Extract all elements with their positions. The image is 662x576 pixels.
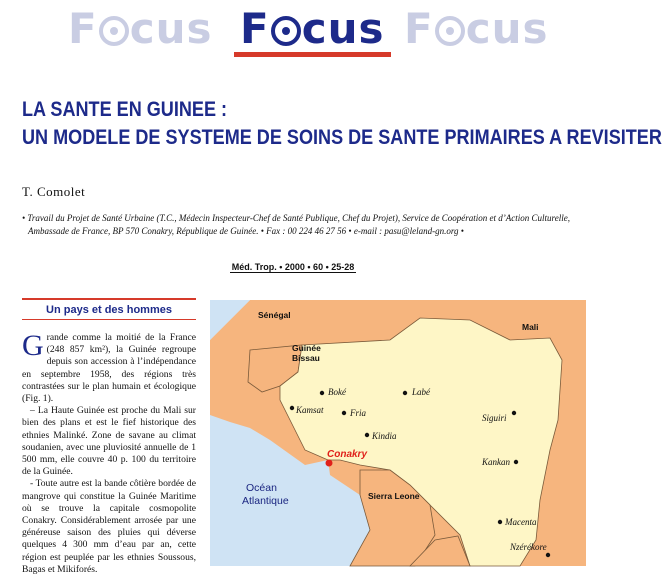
paragraph-3: - Toute autre est la bande côtière bordée de mangrove qui constitue la Guinée Maritime où se trouve la capitale cosmopolite Conakry. Considérablement arrosée par une généreuse saison des pluies qui déverse quelques 4 300 mm d’eau par an, cette région est peuplée par les ethnies Soussous, Bagas et Mikiforés.: [22, 478, 196, 575]
label-kamsar: Kamsat: [296, 405, 324, 415]
label-ocean-2: Atlantique: [242, 495, 289, 507]
citation: [0, 262, 586, 272]
dropcap: G: [22, 329, 44, 362]
label-guinee-bissau-1: Guinée: [292, 343, 321, 353]
paragraph-2: – La Haute Guinée est proche du Mali sur bien des plans et est le fief historique des ethnies Malinké. Zone de savane au climat soudanien, avec une pluviosité annuelle de 1 500 mm, elle couvre 40 p. 100 du territoire de la Guinée.: [22, 405, 196, 478]
label-labe: Labé: [412, 387, 430, 397]
city-dot-siguiri: [512, 411, 516, 415]
focus-logo-right: [404, 6, 549, 52]
label-sierra-leone: Sierra Leone: [368, 491, 420, 501]
guinea-map: [210, 300, 586, 566]
paragraph-1: [22, 329, 196, 405]
article-title-line1: LA SANTE EN GUINEE :: [22, 98, 228, 121]
city-dot-kankan: [514, 460, 518, 464]
author-affiliation: [22, 212, 582, 238]
label-guinee-bissau-2: Bissau: [292, 353, 320, 363]
focus-logo-center-text: F cus: [240, 4, 385, 53]
focus-ring-icon: [271, 16, 301, 46]
focus-logo-left: [68, 6, 213, 52]
label-boke: Boké: [328, 387, 346, 397]
focus-banner: [0, 6, 586, 58]
citation-text: Méd. Trop. • 2000 • 60 • 25-28: [231, 262, 355, 272]
label-conakry: Conakry: [327, 449, 368, 460]
focus-logo-right-text: F cus: [404, 4, 549, 53]
city-dot-boke: [320, 391, 324, 395]
city-dot-nzerekore: [546, 553, 550, 557]
city-dot-kindia: [365, 433, 369, 437]
label-nzerekore: Nzérékore: [510, 542, 547, 552]
affiliation-line2: Ambassade de France, BP 570 Conakry, République de Guinée. • Fax : 00 224 46 27 56 • e-mail : pasu@leland-gn.org •: [28, 226, 464, 236]
city-dot-kamsar: [290, 406, 294, 410]
city-dot-fria: [342, 411, 346, 415]
article-author: T. Comolet: [22, 184, 86, 199]
guinea-map-svg: [210, 300, 586, 566]
affiliation-line1: • Travail du Projet de Santé Urbaine (T.C., Médecin Inspecteur-Chef de Santé Publique, Chef du Projet), Service de Coopération et d’Action Culturelle,: [22, 213, 570, 223]
focus-ring-icon: [99, 16, 129, 46]
focus-logo-center: [234, 6, 391, 57]
focus-ring-icon: [435, 16, 465, 46]
label-kankan: Kankan: [482, 457, 510, 467]
section-heading: Un pays et des hommes: [22, 298, 196, 320]
label-mali: Mali: [522, 322, 539, 332]
section-body: [22, 329, 196, 576]
article-title-line2: UN MODELE DE SYSTEME DE SOINS DE SANTE PRIMAIRES A REVISITER: [22, 126, 662, 149]
paragraph-1-text: rande comme la moitié de la France (248 857 km²), la Guinée regroupe depuis son accession à l’indépendance en septembre 1958, des régions très contrastées sur le plan humain et écologique (Fig. 1).: [22, 332, 196, 405]
text-column: [22, 298, 196, 576]
label-fria: Fria: [350, 408, 367, 418]
city-dot-labe: [403, 391, 407, 395]
label-macenta: Macenta: [505, 517, 537, 527]
city-dot-macenta: [498, 520, 502, 524]
article-title: [22, 96, 662, 152]
label-ocean-1: Océan: [246, 482, 277, 494]
label-siguiri: Siguiri: [482, 413, 507, 423]
label-kindia: Kindia: [372, 431, 397, 441]
label-senegal: Sénégal: [258, 310, 291, 320]
capital-dot-conakry: [326, 460, 333, 467]
focus-logo-left-text: F cus: [68, 4, 213, 53]
